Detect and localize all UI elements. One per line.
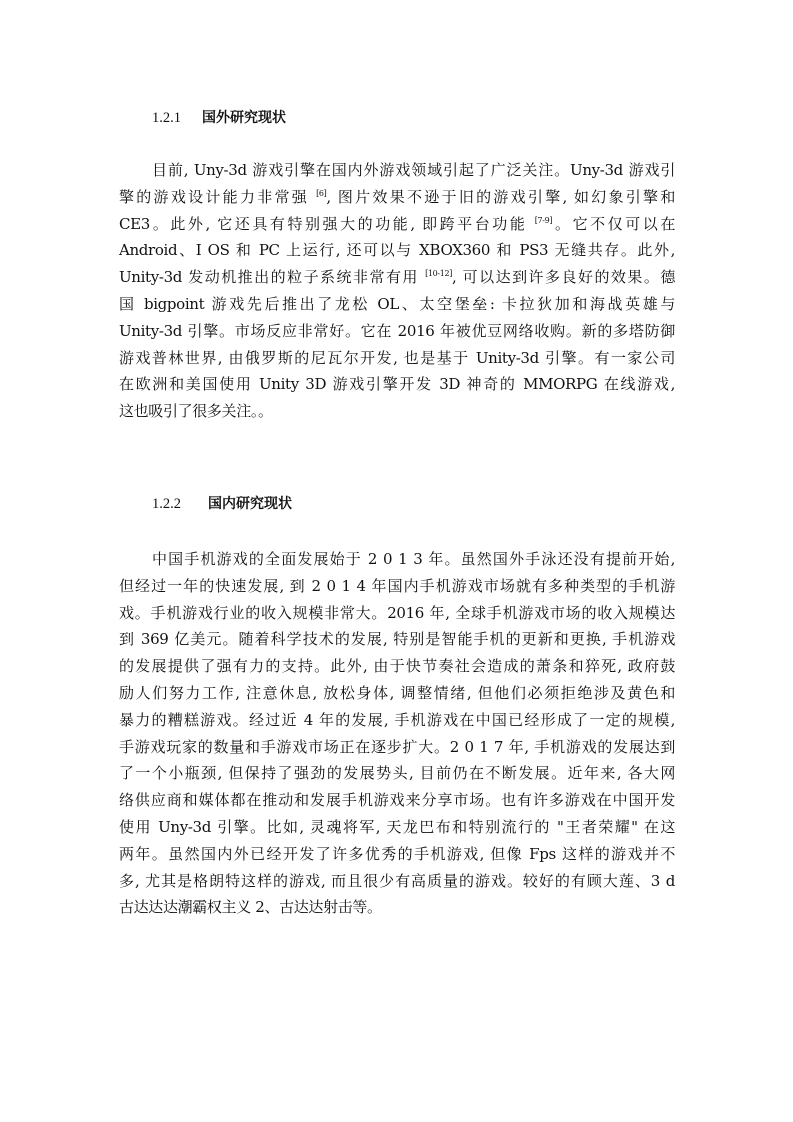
text-run: 暴力的糟糕游戏。经过近 4 年的发展, 手机游戏在中国已经形成了一定的规模, (119, 710, 675, 729)
text-line (119, 653, 675, 680)
text-run: 的发展提供了强有力的支持。此外, 由于快节奏社会造成的萧条和猝死, 政府鼓 (119, 657, 675, 676)
section-title: 国外研究现状 (202, 110, 286, 126)
text-run: 这也吸引了很多关注。。 (119, 402, 273, 421)
text-line (119, 264, 675, 291)
text-line (119, 600, 675, 627)
section-heading-1-2-1 (152, 106, 286, 130)
citation-marker: [10-12] (425, 269, 452, 279)
text-run: 古达达达潮霸权主义 2、古达达射击等。 (119, 898, 382, 917)
text-run: 目前, Uny-3d 游戏引擎在国内外游戏领域引起了广泛关注。Uny-3d 游戏引 (152, 161, 675, 179)
text-run: 励人们努力工作, 注意休息, 放松身体, 调整情绪, 但他们必须拒绝涉及黄色和 (119, 683, 675, 702)
text-run: 络供应商和媒体都在推动和发展手机游戏来分享市场。也有许多游戏在中国开发 (119, 791, 675, 810)
text-run: CE3。此外, 它还具有特别强大的功能, 即跨平台功能 (119, 214, 535, 233)
text-run: 但经过一年的快速发展, 到 2 0 1 4 年国内手机游戏市场就有多种类型的手机游 (119, 576, 675, 595)
text-run: 游戏普林世界, 由俄罗斯的尼瓦尔开发, 也是基于 Unity-3d 引擎。有一家公司 (119, 348, 675, 367)
text-line (119, 291, 675, 318)
citation-marker: [6] (316, 188, 327, 198)
text-run: Unity-3d 发动机推出的粒子系统非常有用 (119, 268, 426, 287)
text-line (119, 760, 675, 787)
text-run: 中国手机游戏的全面发展始于 2 0 1 3 年。虽然国外手泳还没有提前开始, (152, 550, 675, 568)
text-run: Unity-3d 引擎。市场反应非常好。它在 2016 年被优豆网络收购。新的多塔防御 (119, 321, 675, 340)
text-run: 两年。虽然国内外已经开发了许多优秀的手机游戏, 但像 Fps 这样的游戏并不 (119, 844, 675, 863)
section-number: 1.2.2 (152, 496, 181, 512)
text-line (119, 680, 675, 707)
text-line (119, 734, 675, 761)
text-run: 国 bigpoint 游戏先后推出了龙松 OL、太空堡垒: 卡拉狄加和海战英雄与 (119, 294, 675, 313)
text-run: 多, 尤其是格朗特这样的游戏, 而且很少有高质量的游戏。较好的有顾大莲、3 d (119, 871, 675, 890)
text-run: 使用 Uny-3d 引擎。比如, 灵魂将军, 天龙巴布和特别流行的 "王者荣耀" 在这 (119, 817, 675, 836)
paragraph-domestic-research (119, 546, 675, 921)
text-run: 了一个小瓶颈, 但保持了强劲的发展势头, 目前仍在不断发展。近年来, 各大网 (119, 764, 675, 783)
text-line (119, 237, 675, 264)
text-line (119, 894, 675, 921)
text-line (119, 787, 675, 814)
section-number: 1.2.1 (152, 110, 181, 126)
text-line (119, 868, 675, 895)
text-run: , 图片效果不逊于旧的游戏引擎, 如幻象引擎和 (326, 187, 675, 206)
text-line (119, 211, 675, 238)
text-line (119, 573, 675, 600)
text-line (119, 371, 675, 398)
section-title: 国内研究现状 (208, 496, 292, 512)
text-line (119, 184, 675, 211)
text-run: 在欧洲和美国使用 Unity 3D 游戏引擎开发 3D 神奇的 MMORPG 在线游戏, (119, 375, 675, 394)
section-heading-1-2-2 (152, 492, 292, 516)
text-line (119, 814, 675, 841)
text-line (119, 841, 675, 868)
text-run: 戏。手机游戏行业的收入规模非常大。2016 年, 全球手机游戏市场的收入规模达 (119, 603, 675, 622)
text-line (119, 318, 675, 345)
text-line (119, 398, 675, 425)
text-line (119, 546, 675, 573)
citation-marker: [7-9] (534, 215, 553, 225)
text-run: 到 369 亿美元。随着科学技术的发展, 特别是智能手机的更新和更换, 手机游戏 (119, 630, 675, 649)
text-run: Android、I OS 和 PC 上运行, 还可以与 XBOX360 和 PS3 无缝共存。此外, (119, 241, 675, 260)
text-run: 手游戏玩家的数量和手游戏市场正在逐步扩大。2 0 1 7 年, 手机游戏的发展达到 (119, 737, 675, 756)
text-run: 。它不仅可以在 (552, 214, 675, 233)
text-run: , 可以达到许多良好的效果。德 (452, 268, 675, 287)
text-line (119, 345, 675, 372)
text-line (119, 707, 675, 734)
text-run: 擎的游戏设计能力非常强 (119, 187, 317, 206)
text-line (119, 157, 675, 184)
text-line (119, 626, 675, 653)
paragraph-foreign-research (119, 157, 675, 425)
